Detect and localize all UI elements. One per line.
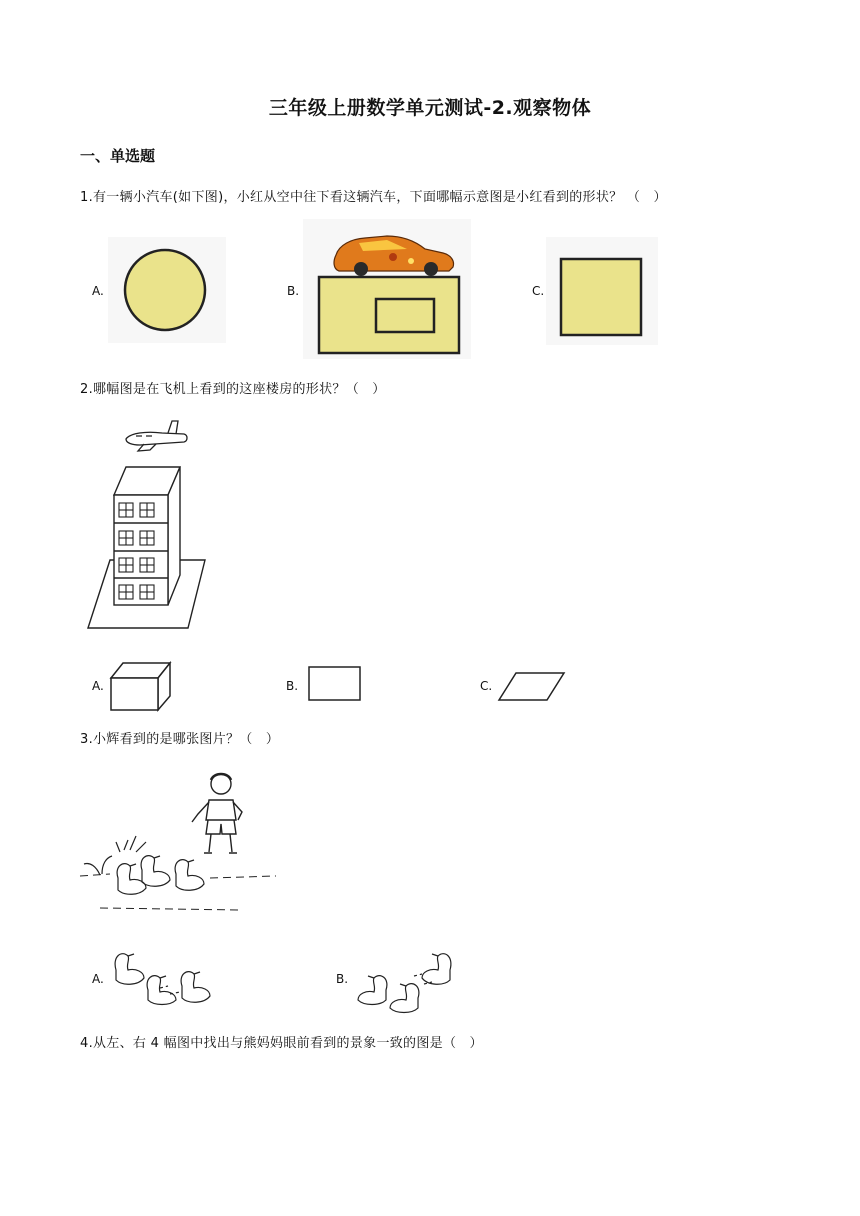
q2-option-b-rectangle-figure[interactable] xyxy=(307,665,363,703)
q2-option-c-label[interactable]: C. xyxy=(480,679,493,693)
q1-option-a-circle-figure[interactable] xyxy=(108,237,226,343)
ground-lines xyxy=(80,874,276,910)
q3-option-b-ducks-figure[interactable] xyxy=(352,946,460,1012)
q3-boy-and-ducks-figure xyxy=(80,770,280,920)
question-1-text: 1.有一辆小汽车(如下图)，小红从空中往下看这辆汽车，下面哪幅示意图是小红看到的形状？ （ ） xyxy=(80,190,667,205)
q1-option-c-square-figure[interactable] xyxy=(546,237,658,345)
boy-icon xyxy=(192,774,242,853)
grass-icon xyxy=(84,836,146,875)
yellow-circle-shape xyxy=(125,250,205,330)
q2-building-with-plane-figure xyxy=(80,415,210,630)
q2-option-b-label[interactable]: B. xyxy=(286,679,299,693)
q3-option-a-ducks-figure[interactable] xyxy=(110,942,218,1008)
building-icon xyxy=(88,467,205,628)
q1-option-b-label[interactable]: B. xyxy=(287,284,300,298)
q2-option-a-cuboid-figure[interactable] xyxy=(108,660,174,712)
question-4-text: 4.从左、右 4 幅图中找出与熊妈妈眼前看到的景象一致的图是（ ） xyxy=(80,1036,483,1051)
q2-option-a-label[interactable]: A. xyxy=(92,679,104,693)
q2-option-c-parallelogram-figure[interactable] xyxy=(496,670,568,704)
question-3-text: 3.小辉看到的是哪张图片？（ ） xyxy=(80,732,280,747)
q3-option-a-label[interactable]: A. xyxy=(92,972,104,986)
q1-option-c-label[interactable]: C. xyxy=(532,284,545,298)
question-2-text: 2.哪幅图是在飞机上看到的这座楼房的形状？（ ） xyxy=(80,382,386,397)
yellow-square-shape xyxy=(561,259,641,335)
page-title: 三年级上册数学单元测试-2.观察物体 xyxy=(268,97,592,119)
section-heading: 一、单选题 xyxy=(80,147,156,165)
q3-option-b-label[interactable]: B. xyxy=(336,972,349,986)
q1-option-a-label[interactable]: A. xyxy=(92,284,104,298)
q1-option-b-car-figure[interactable] xyxy=(303,219,471,359)
yellow-rectangle-outer xyxy=(319,277,459,353)
airplane-icon xyxy=(126,421,187,451)
ducks-icon xyxy=(117,856,204,895)
